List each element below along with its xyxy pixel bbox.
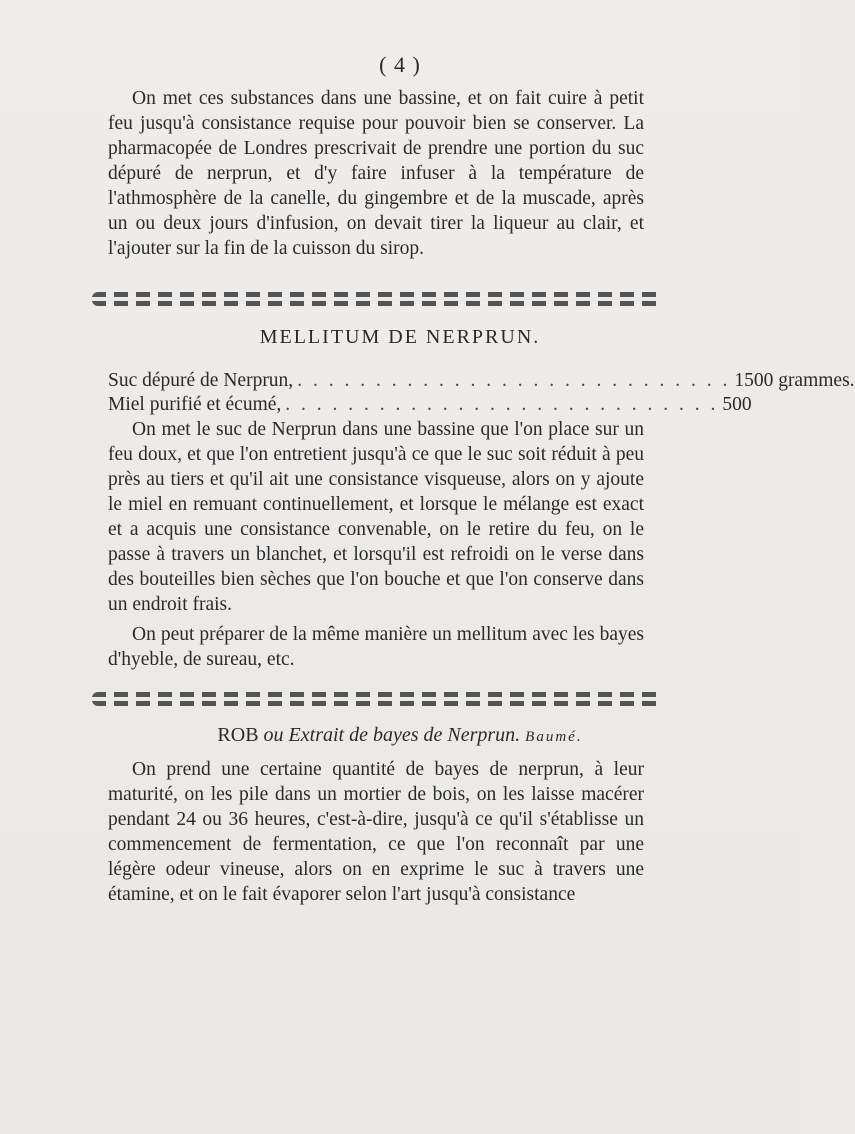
ingredient-name: Suc dépuré de Nerprun,: [108, 370, 294, 391]
ingredient-line: [108, 368, 855, 393]
section-heading-rob: [0, 724, 800, 747]
heading-prefix: ROB: [217, 724, 259, 746]
ingredient-line: [108, 392, 752, 417]
ingredient-quantity: 500: [722, 394, 752, 415]
heading-italic: ou Extrait de bayes de Nerprun.: [263, 724, 521, 746]
ingredient-name: Miel purifié et écumé,: [108, 394, 282, 415]
leader-dots: . . . . . . . . . . . . . . . . . . . . . . . . . . . .: [297, 370, 731, 391]
ingredient-quantity: 1500 grammes.: [734, 370, 855, 391]
leader-dots: . . . . . . . . . . . . . . . . . . . . . . . . . . . .: [285, 394, 719, 415]
paragraph-sirop: On met ces substances dans une bassine, et on fait cuire à petit feu jusqu'à consistance requise pour pouvoir bien se conserver. La pharmacopée de Londres prescrivait de prendre une portion du suc dépuré de nerprun, et d'y faire infuser à la température de l'athmosphère de la canelle, du gingembre et de la muscade, après un ou deux jours d'infusion, on devait tirer la liqueur au clair, et l'ajouter sur la fin de la cuisson du sirop.: [108, 88, 644, 259]
ornamental-divider: [92, 692, 662, 706]
section-heading-mellitum: MELLITUM DE NERPRUN.: [259, 326, 541, 348]
paragraph-mellitum-method: On met le suc de Nerprun dans une bassine que l'on place sur un feu doux, et que l'on entretient jusqu'à ce que le suc soit réduit à peu près au tiers et qu'il ait une consistance visqueuse, alors on y ajoute le miel en remuant continuellement, et lorsque le mélange est exact et a acquis une consistance convenable, on le retire du feu, on le passe à travers un blanchet, et lorsqu'il est refroidi on le verse dans des bouteilles bien sèches que l'on bouche et que l'on conserve dans un endroit frais.: [108, 419, 644, 615]
heading-author: Baumé.: [525, 729, 583, 745]
paragraph-rob-method: On prend une certaine quantité de bayes de nerprun, à leur maturité, on les pile dans un mortier de bois, on les laisse macérer pendant 24 ou 36 heures, c'est-à-dire, jusqu'à ce qu'il s'établisse un commencement de fermentation, ce que l'on reconnaît par une légère odeur vineuse, alors on en exprime le suc à travers une étamine, et on le fait évaporer selon l'art jusqu'à consistance: [108, 759, 644, 905]
ornamental-divider: [92, 292, 662, 306]
paragraph-mellitum-variant: On peut préparer de la même manière un mellitum avec les bayes d'hyeble, de sureau, etc.: [108, 624, 644, 670]
page-number: ( 4 ): [379, 52, 421, 77]
